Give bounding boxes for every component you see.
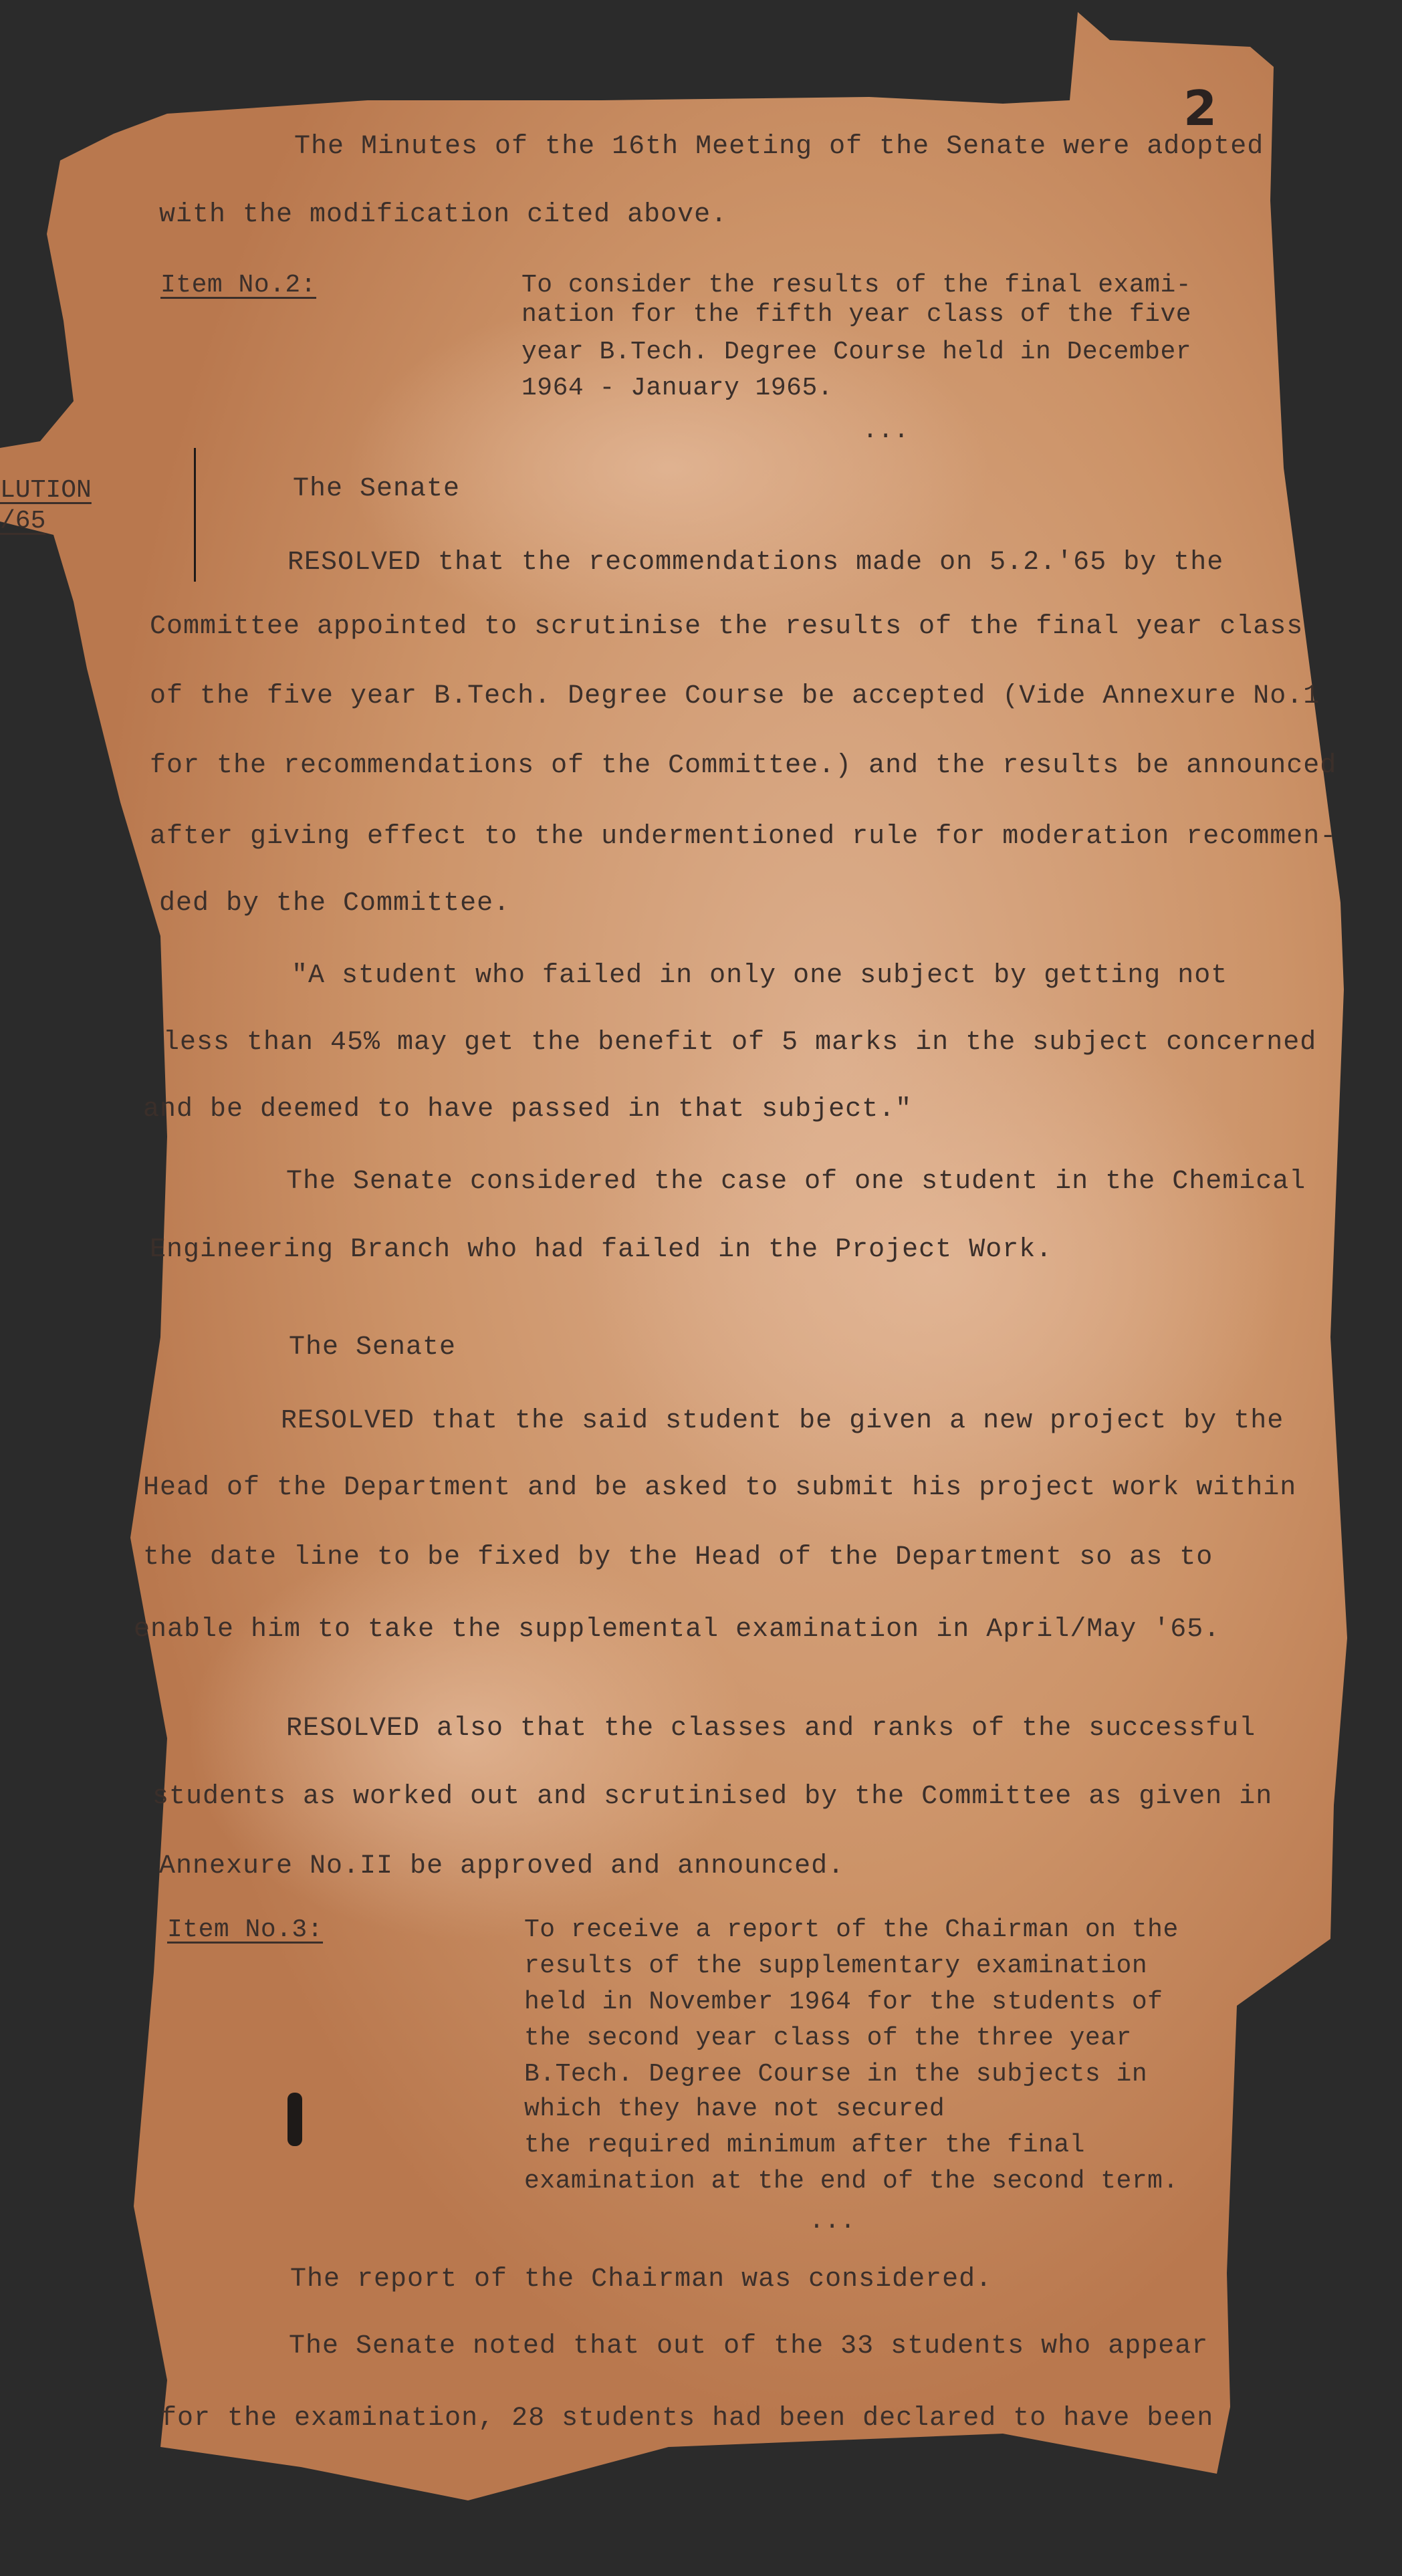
margin-label-year: /65	[0, 507, 46, 536]
body-line: The Senate	[293, 474, 461, 504]
item-text-line: To receive a report of the Chairman on the	[524, 1915, 1179, 1944]
body-line: the date line to be fixed by the Head of the Department so as to	[143, 1542, 1213, 1572]
body-line: students as worked out and scrutinised by the Committee as given in	[152, 1782, 1273, 1812]
body-line: enable him to take the supplemental examination in April/May '65.	[134, 1615, 1221, 1645]
body-line: after giving effect to the undermentioned rule for moderation recommen-	[150, 822, 1337, 852]
body-line: of the five year B.Tech. Degree Course be accepted (Vide Annexure No.1	[150, 681, 1320, 711]
item-text-line: the required minimum after the final	[524, 2131, 1085, 2159]
item-text-line: held in November 1964 for the students of	[524, 1988, 1163, 2016]
body-line: The Senate	[289, 1332, 457, 1363]
item-ellipsis: ...	[809, 2207, 856, 2236]
margin-rule	[194, 448, 196, 582]
item-text-line: To consider the results of the final exami-	[521, 271, 1192, 300]
item-label: Item No.2:	[160, 271, 317, 300]
item-label: Item No.3:	[167, 1915, 324, 1944]
item-text-line: the second year class of the three year	[524, 2024, 1132, 2053]
item-text-line: 1964 - January 1965.	[521, 374, 834, 402]
item-text-line: B.Tech. Degree Course in the subjects in	[524, 2060, 1148, 2089]
body-line: The Minutes of the 16th Meeting of the Senate were adopted	[294, 132, 1264, 162]
body-line: Engineering Branch who had failed in the Project Work.	[150, 1235, 1053, 1265]
body-line: for the examination, 28 students had been declared to have been	[160, 2404, 1214, 2434]
margin-label-resolution: LUTION	[0, 476, 92, 505]
body-line: Head of the Department and be asked to submit his project work within	[143, 1473, 1297, 1503]
page-number: 2	[1183, 80, 1217, 136]
body-line: and be deemed to have passed in that subject."	[143, 1094, 913, 1125]
body-line: ded by the Committee.	[159, 889, 511, 919]
item-text-line: examination at the end of the second term.	[524, 2167, 1179, 2196]
body-line: The Senate considered the case of one student in the Chemical	[286, 1167, 1306, 1197]
body-line: for the recommendations of the Committee.) and the results be announced	[150, 751, 1337, 781]
body-line: "A student who failed in only one subject by getting not	[291, 961, 1228, 991]
body-line: RESOLVED also that the classes and ranks of the successful	[286, 1714, 1256, 1744]
item-text-line: which they have not secured	[524, 2095, 945, 2123]
body-line: The report of the Chairman was considered.	[290, 2264, 993, 2295]
body-line: Annexure No.II be approved and announced.	[159, 1851, 845, 1881]
body-line: The Senate noted that out of the 33 students who appear	[289, 2331, 1209, 2361]
ink-blot	[287, 2093, 302, 2146]
item-ellipsis: ...	[862, 417, 909, 445]
body-line: with the modification cited above.	[159, 200, 728, 230]
item-text-line: year B.Tech. Degree Course held in December	[521, 338, 1192, 366]
item-text-line: nation for the fifth year class of the five	[521, 300, 1192, 329]
item-text-line: results of the supplementary examination	[524, 1952, 1148, 1980]
body-line: less than 45% may get the benefit of 5 marks in the subject concerned	[163, 1028, 1317, 1058]
body-line: Committee appointed to scrutinise the results of the final year class	[150, 612, 1304, 642]
body-line: RESOLVED that the recommendations made on 5.2.'65 by the	[287, 548, 1224, 578]
body-line: RESOLVED that the said student be given a new project by the	[281, 1406, 1284, 1436]
